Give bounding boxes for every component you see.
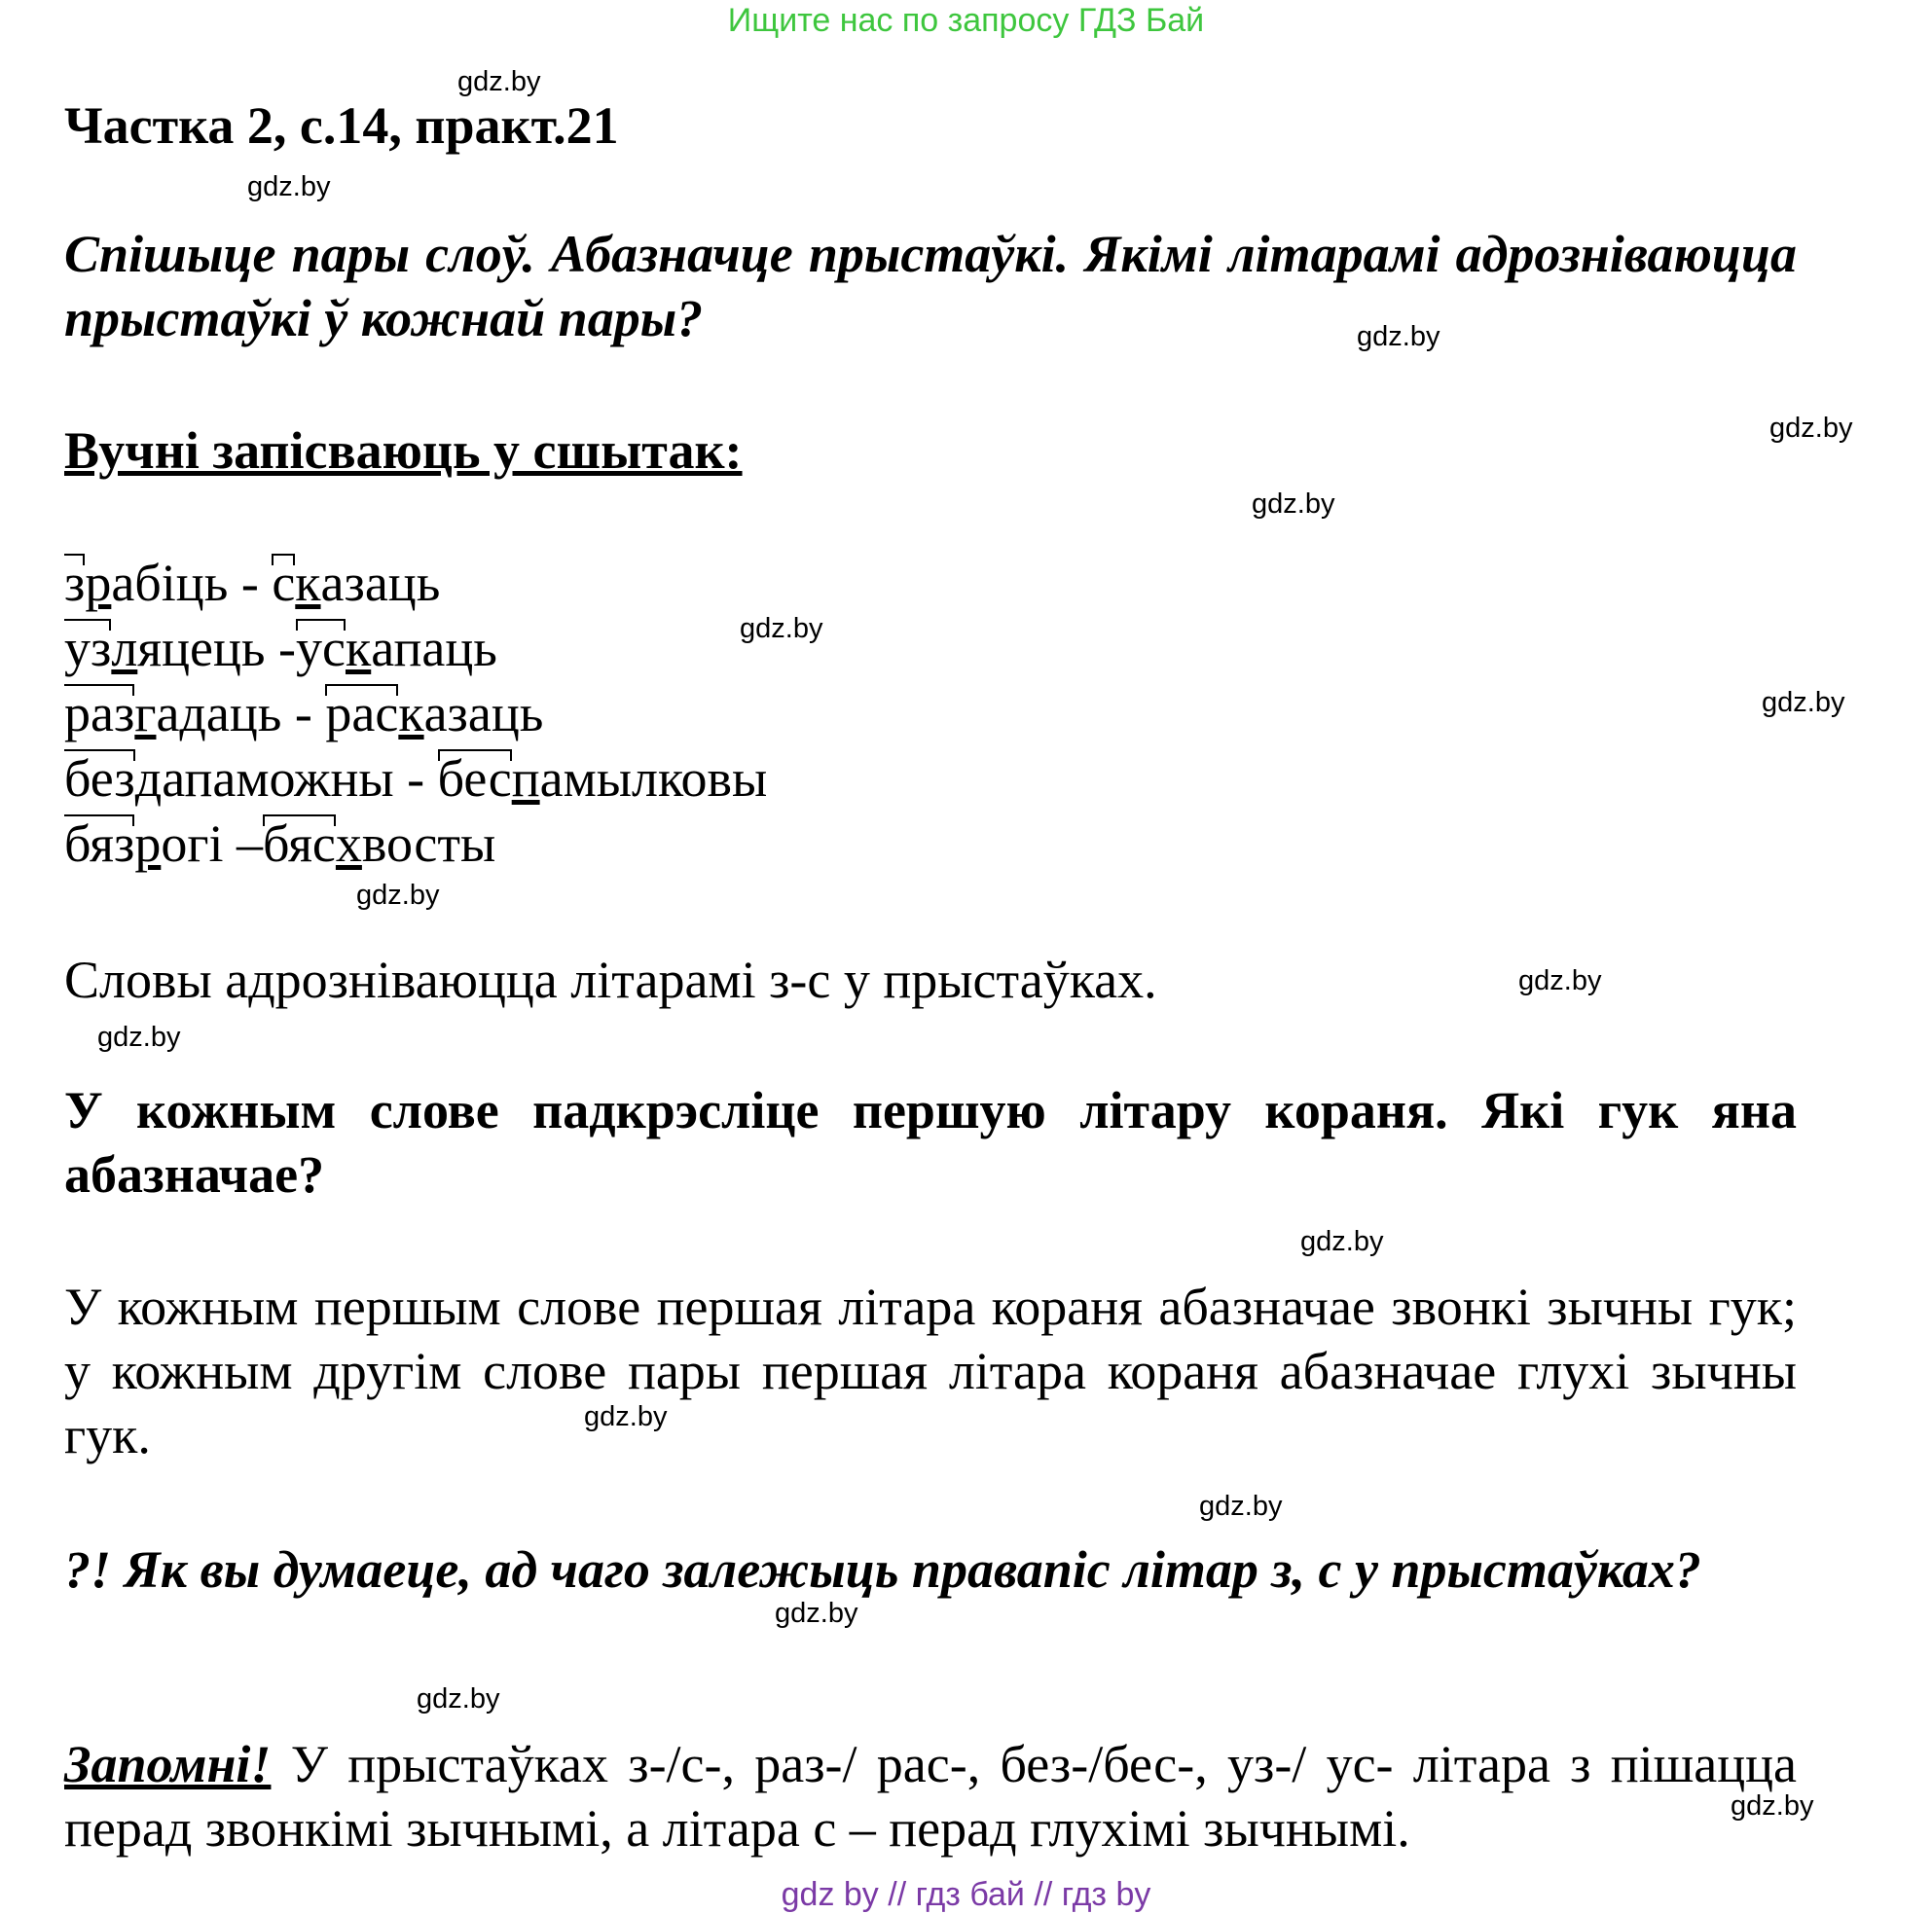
prefix: з [64, 554, 86, 612]
word-pair [64, 553, 440, 613]
word-pair [64, 748, 767, 809]
pair-separator: - [228, 554, 273, 612]
prefix: с [272, 554, 296, 612]
pair-separator: - [281, 684, 326, 742]
answer-2-text: У кожным першым слове першая літара кораня абазначае звонкі зычны гук; у кожным другім слове пары першая літара кораня абазначае глухі зычны гук. [64, 1278, 1797, 1464]
watermark: gdz.by [1769, 413, 1853, 444]
top-banner: Ищите нас по запросу ГДЗ Бай [727, 2, 1205, 39]
watermark: gdz.by [1518, 965, 1602, 996]
conclusion-text: Словы адрозніваюцца літарамі з-с у прыстаўках. [64, 951, 1157, 1009]
word-pair [64, 618, 497, 678]
pair-separator: – [223, 814, 263, 873]
watermark: gdz.by [1252, 488, 1335, 520]
word-pair [64, 813, 495, 874]
word-rest: огі [161, 814, 224, 873]
watermark: gdz.by [417, 1683, 500, 1715]
task-2-text: У кожным слове падкрэсліце першую літару кораня. Які гук яна абазначае? [64, 1081, 1797, 1204]
students-heading: Вучні запісваюць у сшытак: [64, 421, 743, 480]
word-rest: азаць [320, 554, 441, 612]
task-3-text: ?! Як вы думаеце, ад чаго залежыць правапіс літар з, с у прыстаўках? [64, 1540, 1701, 1599]
watermark: gdz.by [775, 1598, 858, 1629]
prefix: бес [437, 749, 512, 808]
word-rest: восты [361, 814, 496, 873]
word-rest: апаць [371, 619, 497, 677]
remember-label: Запомні! [64, 1735, 272, 1793]
pair-separator: - [393, 749, 438, 808]
prefix: бяз [64, 814, 135, 873]
footer-links: gdz by // гдз бай // гдз by [781, 1876, 1151, 1913]
root-first-letter: г [134, 684, 157, 742]
task-1-text: Спішыце пары слоў. Абазначце прыстаўкі. Якімі літарамі адрозніваюцца прыстаўкі ў кожнай пары? [64, 225, 1797, 347]
root-first-letter: д [134, 749, 163, 808]
page-title: Частка 2, с.14, практ.21 [64, 96, 619, 155]
watermark: gdz.by [1731, 1790, 1814, 1822]
watermark: gdz.by [1357, 321, 1440, 352]
watermark: gdz.by [356, 880, 440, 911]
word-rest: адаць [156, 684, 282, 742]
root-first-letter: р [134, 814, 162, 873]
root-first-letter: к [398, 684, 424, 742]
root-first-letter: к [345, 619, 372, 677]
watermark: gdz.by [457, 66, 541, 97]
remember-rule [64, 1732, 1797, 1860]
root-first-letter: х [335, 814, 362, 873]
word-rest: апаможны [162, 749, 394, 808]
word-pair [64, 683, 543, 743]
prefix: рас [325, 684, 399, 742]
watermark: gdz.by [1762, 687, 1845, 718]
prefix: уз [64, 619, 112, 677]
word-rest: азаць [423, 684, 544, 742]
watermark: gdz.by [247, 171, 331, 202]
root-first-letter: р [85, 554, 112, 612]
prefix: раз [64, 684, 135, 742]
word-rest: абіць [111, 554, 229, 612]
prefix: ус [296, 619, 346, 677]
rule-text: У прыстаўках з-/с-, раз-/ рас-, без-/бес-, уз-/ ус- літара з пішацца перад звонкімі зычнымі, а літара с – перад глухімі зычнымі. [64, 1735, 1797, 1858]
root-first-letter: к [295, 554, 321, 612]
prefix: без [64, 749, 135, 808]
watermark: gdz.by [584, 1401, 668, 1432]
watermark: gdz.by [1300, 1226, 1384, 1257]
watermark: gdz.by [1199, 1491, 1283, 1522]
root-first-letter: л [111, 619, 138, 677]
pair-separator: - [265, 619, 297, 677]
watermark: gdz.by [97, 1022, 181, 1053]
word-rest: амылковы [539, 749, 768, 808]
prefix: бяс [262, 814, 336, 873]
root-first-letter: п [511, 749, 540, 808]
word-rest: яцець [137, 619, 266, 677]
watermark: gdz.by [740, 613, 823, 644]
